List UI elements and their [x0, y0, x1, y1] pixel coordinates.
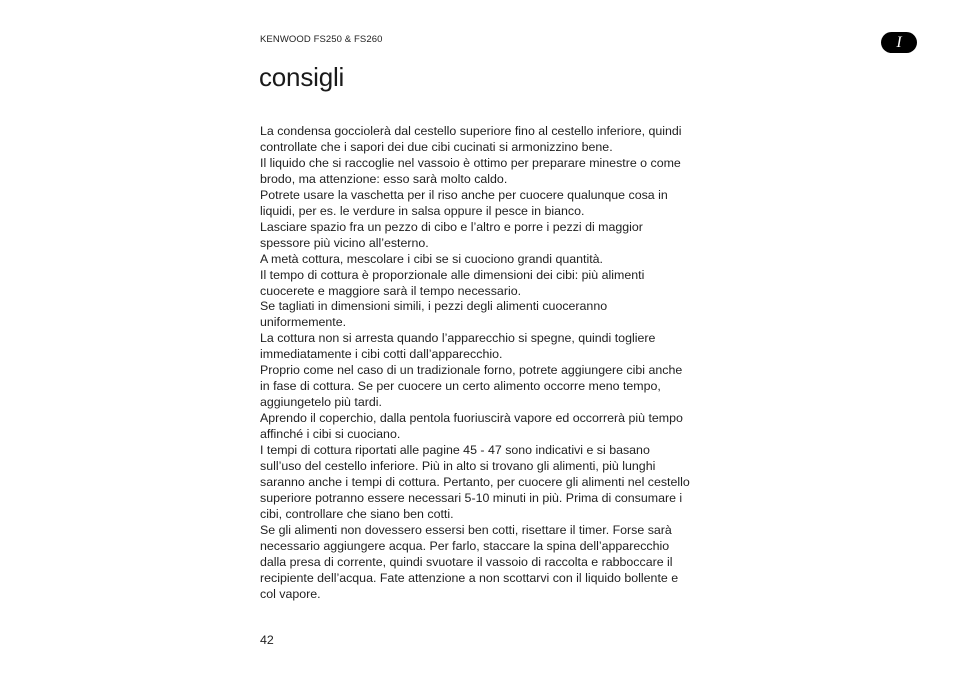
language-badge: I	[881, 32, 917, 53]
tip-paragraph: Potrete usare la vaschetta per il riso anche per cuocere qualunque cosa in liquidi, per es. le verdure in salsa oppure il pesce in bianco.	[260, 187, 668, 218]
tip-paragraph: Il liquido che si raccoglie nel vassoio è ottimo per preparare minestre o come brodo, ma attenzione: esso sarà molto caldo.	[260, 155, 681, 186]
tips-body	[260, 124, 692, 603]
tip-paragraph: I tempi di cottura riportati alle pagine 45 - 47 sono indicativi e si basano sull’uso del cestello inferiore. Più in alto si trovano gli alimenti, più lunghi saranno anche i tempi di cottura. Pertanto, per cuocere gli alimenti nel cestello superiore potranno essere necessari 5-10 minuti in più. Prima di consumare i cibi, controllare che siano ben cotti.	[260, 443, 690, 521]
tip-paragraph: Aprendo il coperchio, dalla pentola fuoriuscirà vapore ed occorrerà più tempo affinché i cibi si cuociano.	[260, 411, 683, 442]
page-number: 42	[260, 633, 274, 647]
tip-paragraph: La cottura non si arresta quando l’apparecchio si spegne, quindi togliere immediatamente i cibi cotti dall’apparecchio.	[260, 331, 656, 362]
tip-paragraph: A metà cottura, mescolare i cibi se si cuociono grandi quantità.	[260, 251, 603, 266]
tip-paragraph: La condensa gocciolerà dal cestello superiore fino al cestello inferiore, quindi controllate che i sapori dei due cibi cucinati si armonizzino bene.	[260, 124, 682, 154]
tip-paragraph: Se tagliati in dimensioni simili, i pezzi degli alimenti cuoceranno uniformemente.	[260, 299, 608, 330]
tip-paragraph: Il tempo di cottura è proporzionale alle dimensioni dei cibi: più alimenti cuocerete e maggiore sarà il tempo necessario.	[260, 267, 645, 298]
tip-paragraph: Proprio come nel caso di un tradizionale forno, potrete aggiungere cibi anche in fase di cottura. Se per cuocere un certo alimento occorre meno tempo, aggiungetelo più tardi.	[260, 363, 683, 410]
page-title: consigli	[259, 62, 345, 92]
tip-paragraph: Lasciare spazio fra un pezzo di cibo e l’altro e porre i pezzi di maggior spessore più vicino all’esterno.	[260, 219, 643, 250]
tip-paragraph: Se gli alimenti non dovessero essersi ben cotti, risettare il timer. Forse sarà necessario aggiungere acqua. Per farlo, staccare la spina dell’apparecchio dalla presa di corrente, quindi svuotare il vassoio di raccolta e rabboccare il recipiente dell’acqua. Fate attenzione a non scottarvi con il liquido bollente e col vapore.	[260, 522, 679, 601]
document-header: KENWOOD FS250 & FS260	[260, 34, 383, 45]
